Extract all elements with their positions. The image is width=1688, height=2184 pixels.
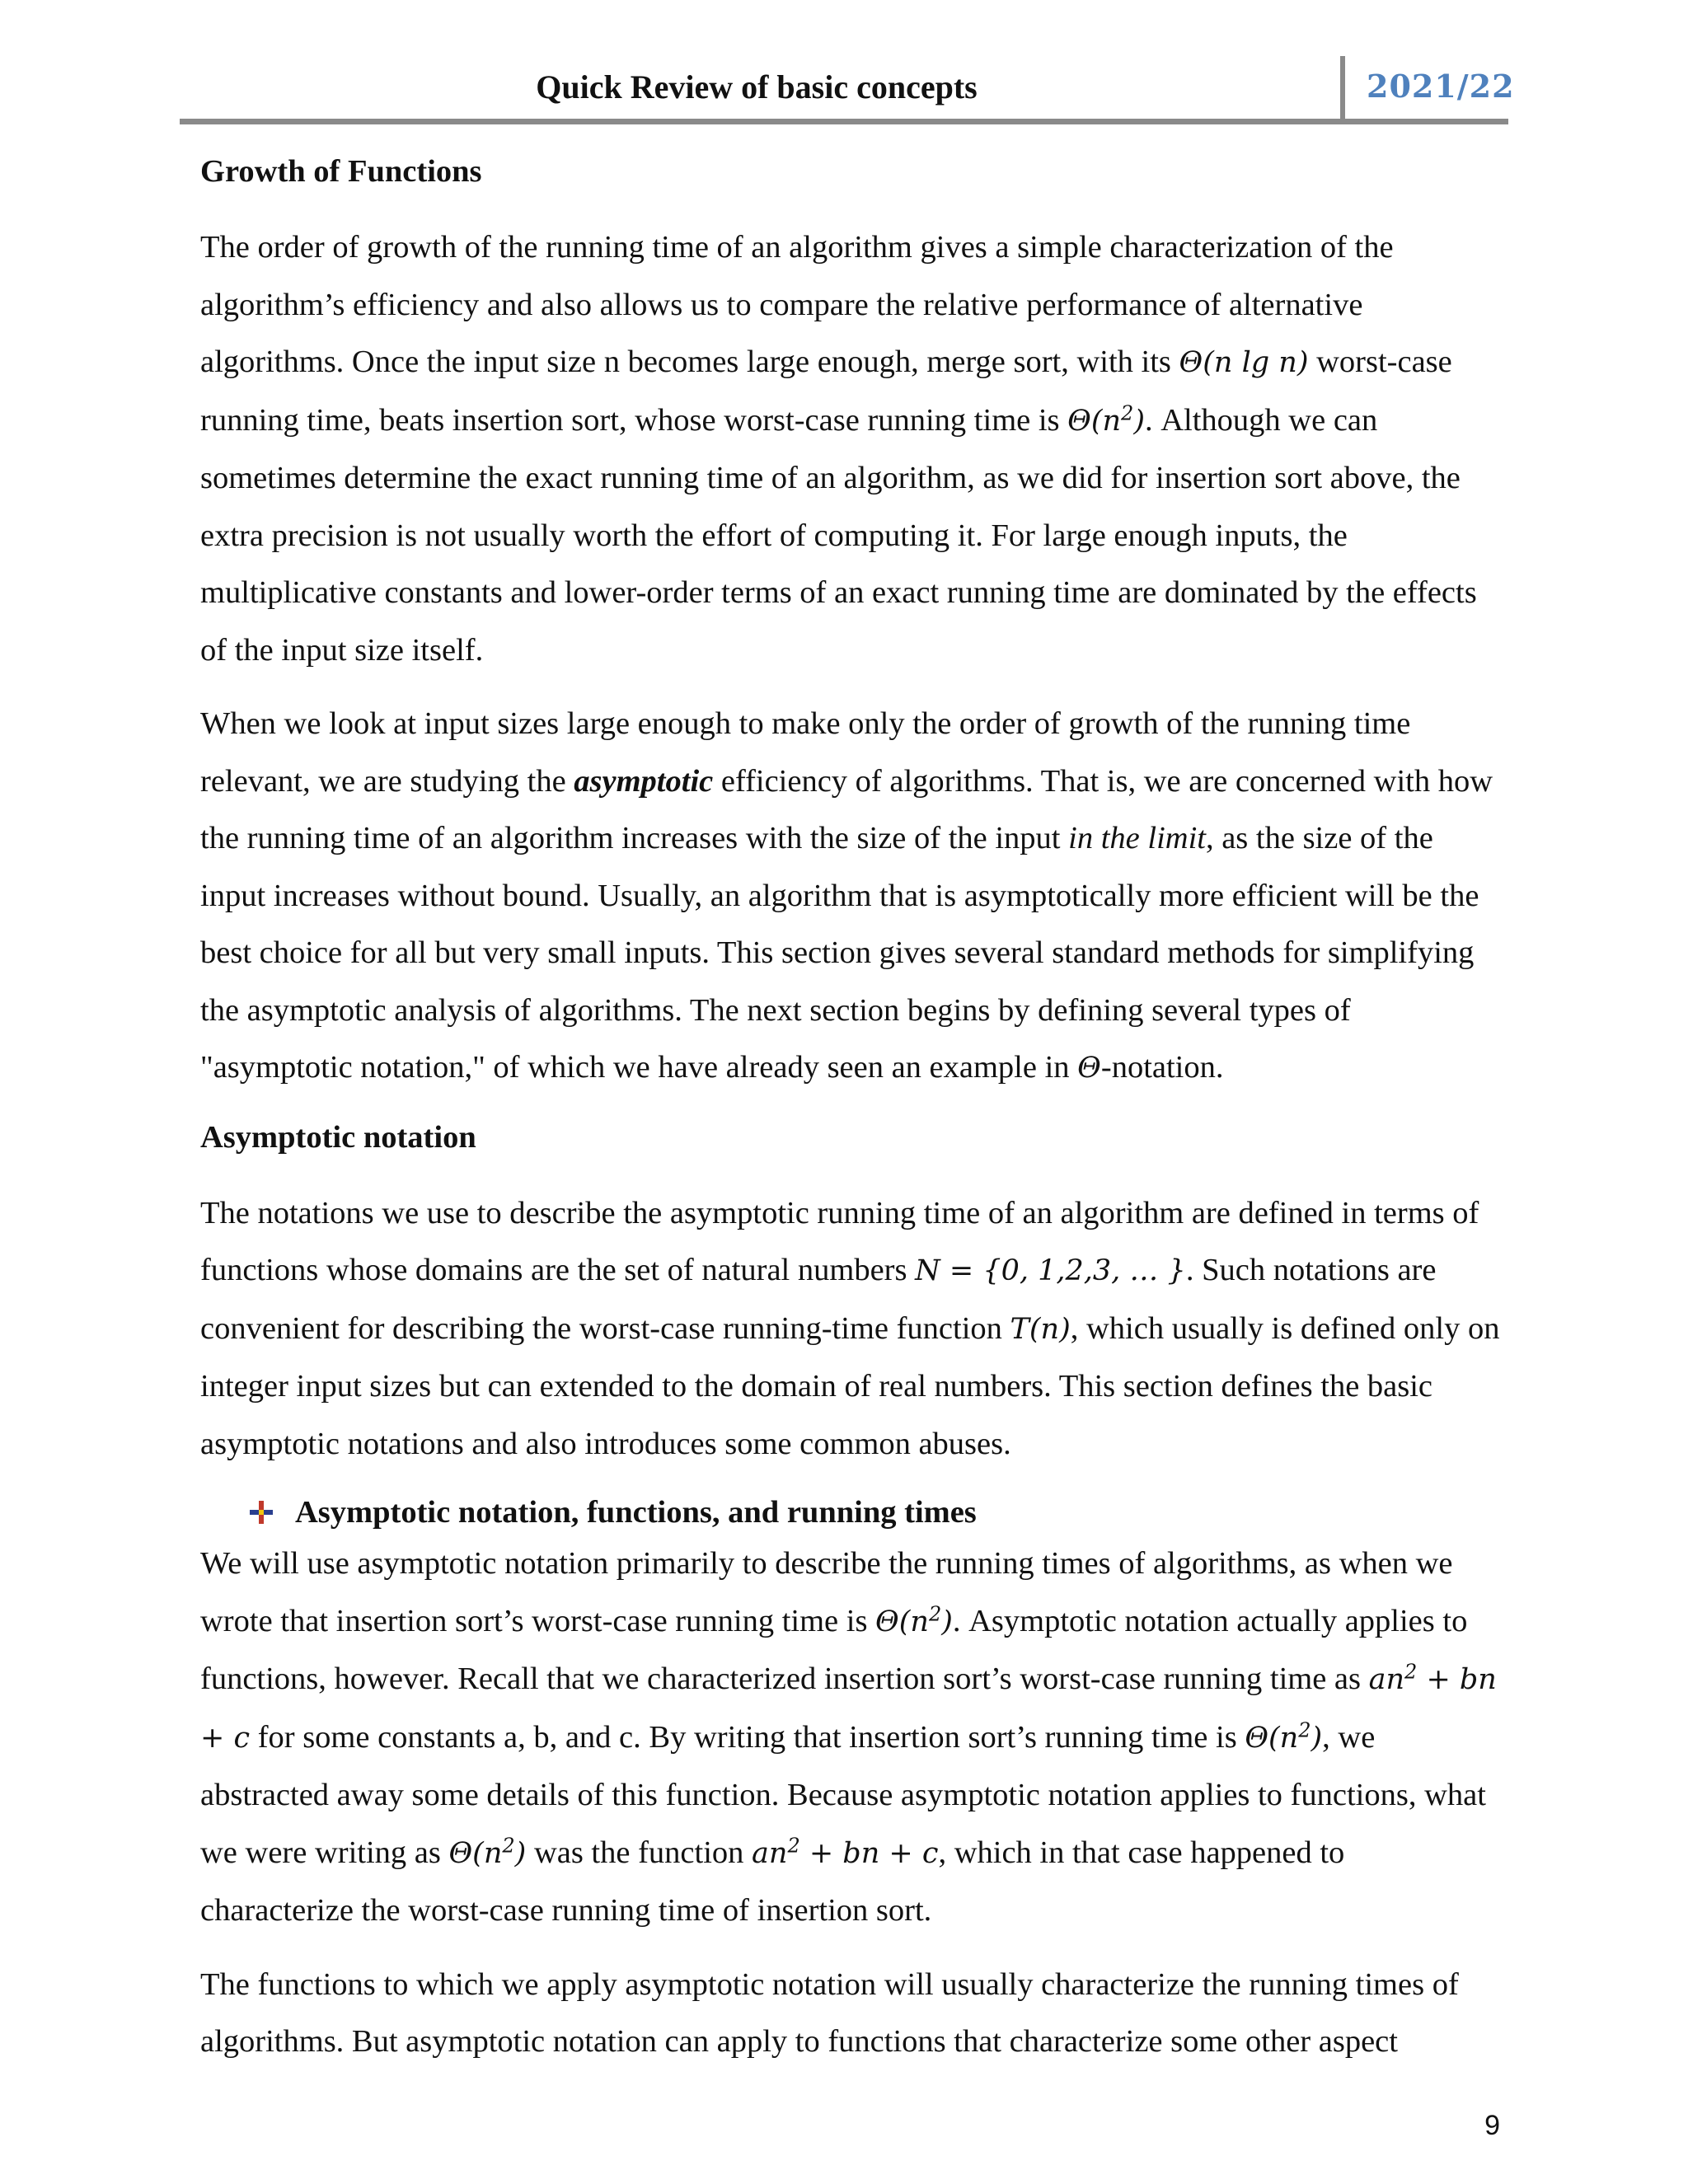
text-run: . Although we can sometimes determine the exact running time of an algorithm, as we did for insertion sort above, the extra precision is not usually worth the effort of computing it. For large enough inputs, the multiplicative constants and lower-order terms of an exact running time are dominated by the effects of the input size itself. [200, 402, 1477, 668]
subsection-heading-text: Asymptotic notation, functions, and running times [295, 1495, 977, 1530]
text-run: , as the size of the input increases without bound. Usually, an algorithm that is asymptotically more efficient will be the best choice for all but very small inputs. This section gives several standard methods for simplifying the asymptotic analysis of algorithms. The next section begins by defining several types of "asymptotic notation," of which we have already seen an example in [200, 821, 1479, 1085]
math-base: Θ(n [875, 1605, 929, 1638]
math-exponent: 2 [502, 1833, 515, 1857]
math-end: ) [1133, 404, 1145, 438]
math-base: an [1368, 1663, 1405, 1696]
page-number: 9 [1484, 2110, 1500, 2141]
math-exponent: 2 [787, 1833, 800, 1857]
text-run: , which in that case happened to characterize the worst-case running time of insertion sort. [200, 1835, 1345, 1928]
text-run: worst-case running time, beats insertion sort, whose worst-case running time is [200, 344, 1452, 438]
text-run: We will use asymptotic notation primarily to describe the running times of algorithms, as when we wrote that insertion sort’s worst-case running time is [200, 1546, 1453, 1638]
paragraph-growth-1 [200, 219, 1503, 679]
paragraph-subsection-2: The functions to which we apply asymptotic notation will usually characterize the running times of algorithms. But asymptotic notation can apply to functions that characterize some other aspect [200, 1966, 1459, 2059]
header-title: Quick Review of basic concepts [536, 68, 978, 105]
page-header [180, 56, 1515, 124]
text-run: . Such notations are convenient for describing the worst-case running-time function [200, 1253, 1437, 1346]
math-theta-nlgn: Θ(n lg n) [1179, 346, 1309, 379]
math-end: ) [941, 1605, 953, 1638]
header-rule [180, 119, 1508, 124]
math-theta-n2 [448, 1833, 527, 1870]
math-natural-numbers: N = {0, 1,2,3, … } [915, 1254, 1186, 1287]
math-end: ) [1311, 1721, 1323, 1755]
math-theta: Θ [1077, 1052, 1101, 1085]
header-year: 2021/22 [1367, 68, 1515, 105]
text-run: , which usually is defined only on integer input sizes but can extended to the domain of real numbers. This section defines the basic asymptotic notations and also introduces some common abuses. [200, 1310, 1500, 1461]
text-run: efficiency of algorithms. That is, we are concerned with how the running time of an algorithm increases with the size of the input [200, 763, 1493, 855]
page-content [200, 148, 1503, 2088]
text-run: was the function [526, 1835, 753, 1870]
text-run: -notation. [1100, 1050, 1224, 1085]
math-base: Θ(n [448, 1836, 503, 1870]
math-exponent: 2 [1298, 1718, 1311, 1741]
math-theta-n2 [1245, 1718, 1323, 1755]
math-T-of-n: T(n) [1010, 1312, 1071, 1346]
italic-in-the-limit: in the limit [1068, 821, 1206, 855]
math-base: Θ(n [1067, 404, 1122, 438]
text-run: When we look at input sizes large enough to make only the order of growth of the running time relevant, we are studying the [200, 706, 1411, 799]
text-run: The order of growth of the running time of an algorithm gives a simple characterization of the algorithm’s efficiency and also allows us to compare the relative performance of alternative algorithms. Once the input size n becomes large enough, merge sort, with its [200, 230, 1394, 379]
math-theta-n2 [875, 1601, 953, 1638]
section-heading-asymptotic-notation: Asymptotic notation [200, 1119, 476, 1155]
math-theta-n2 [1067, 401, 1145, 438]
math-exponent: 2 [1404, 1660, 1418, 1684]
section-heading-growth: Growth of Functions [200, 154, 482, 189]
math-exponent: 2 [1121, 401, 1134, 424]
text-run: The notations we use to describe the asymptotic running time of an algorithm are defined in terms of functions whose domains are the set of natural numbers [200, 1195, 1479, 1287]
header-divider [1340, 56, 1345, 120]
math-end: + bn + c [799, 1836, 939, 1870]
text-run: . Asymptotic notation actually applies to functions, however. Recall that we characterized insertion sort’s worst-case running time as [200, 1603, 1468, 1696]
math-an2-bn-c [752, 1833, 939, 1870]
math-exponent: 2 [928, 1601, 942, 1625]
text-run: , we abstracted away some details of this function. Because asymptotic notation applies to functions, what we were writing as [200, 1719, 1486, 1870]
bullet-cross-icon [250, 1501, 273, 1524]
text-run: for some constants a, b, and c. By writing that insertion sort’s running time is [250, 1719, 1245, 1755]
math-end: + bn + c [200, 1663, 1497, 1755]
math-base: an [752, 1836, 788, 1870]
paragraph-subsection-1 [200, 1535, 1503, 1940]
emphasis-asymptotic: asymptotic [574, 763, 714, 799]
math-end: ) [514, 1836, 527, 1870]
paragraph-notation-1 [200, 1185, 1503, 1474]
subsection-heading [200, 1489, 1503, 1535]
paragraph-growth-2 [200, 696, 1503, 1098]
math-base: Θ(n [1245, 1721, 1299, 1755]
